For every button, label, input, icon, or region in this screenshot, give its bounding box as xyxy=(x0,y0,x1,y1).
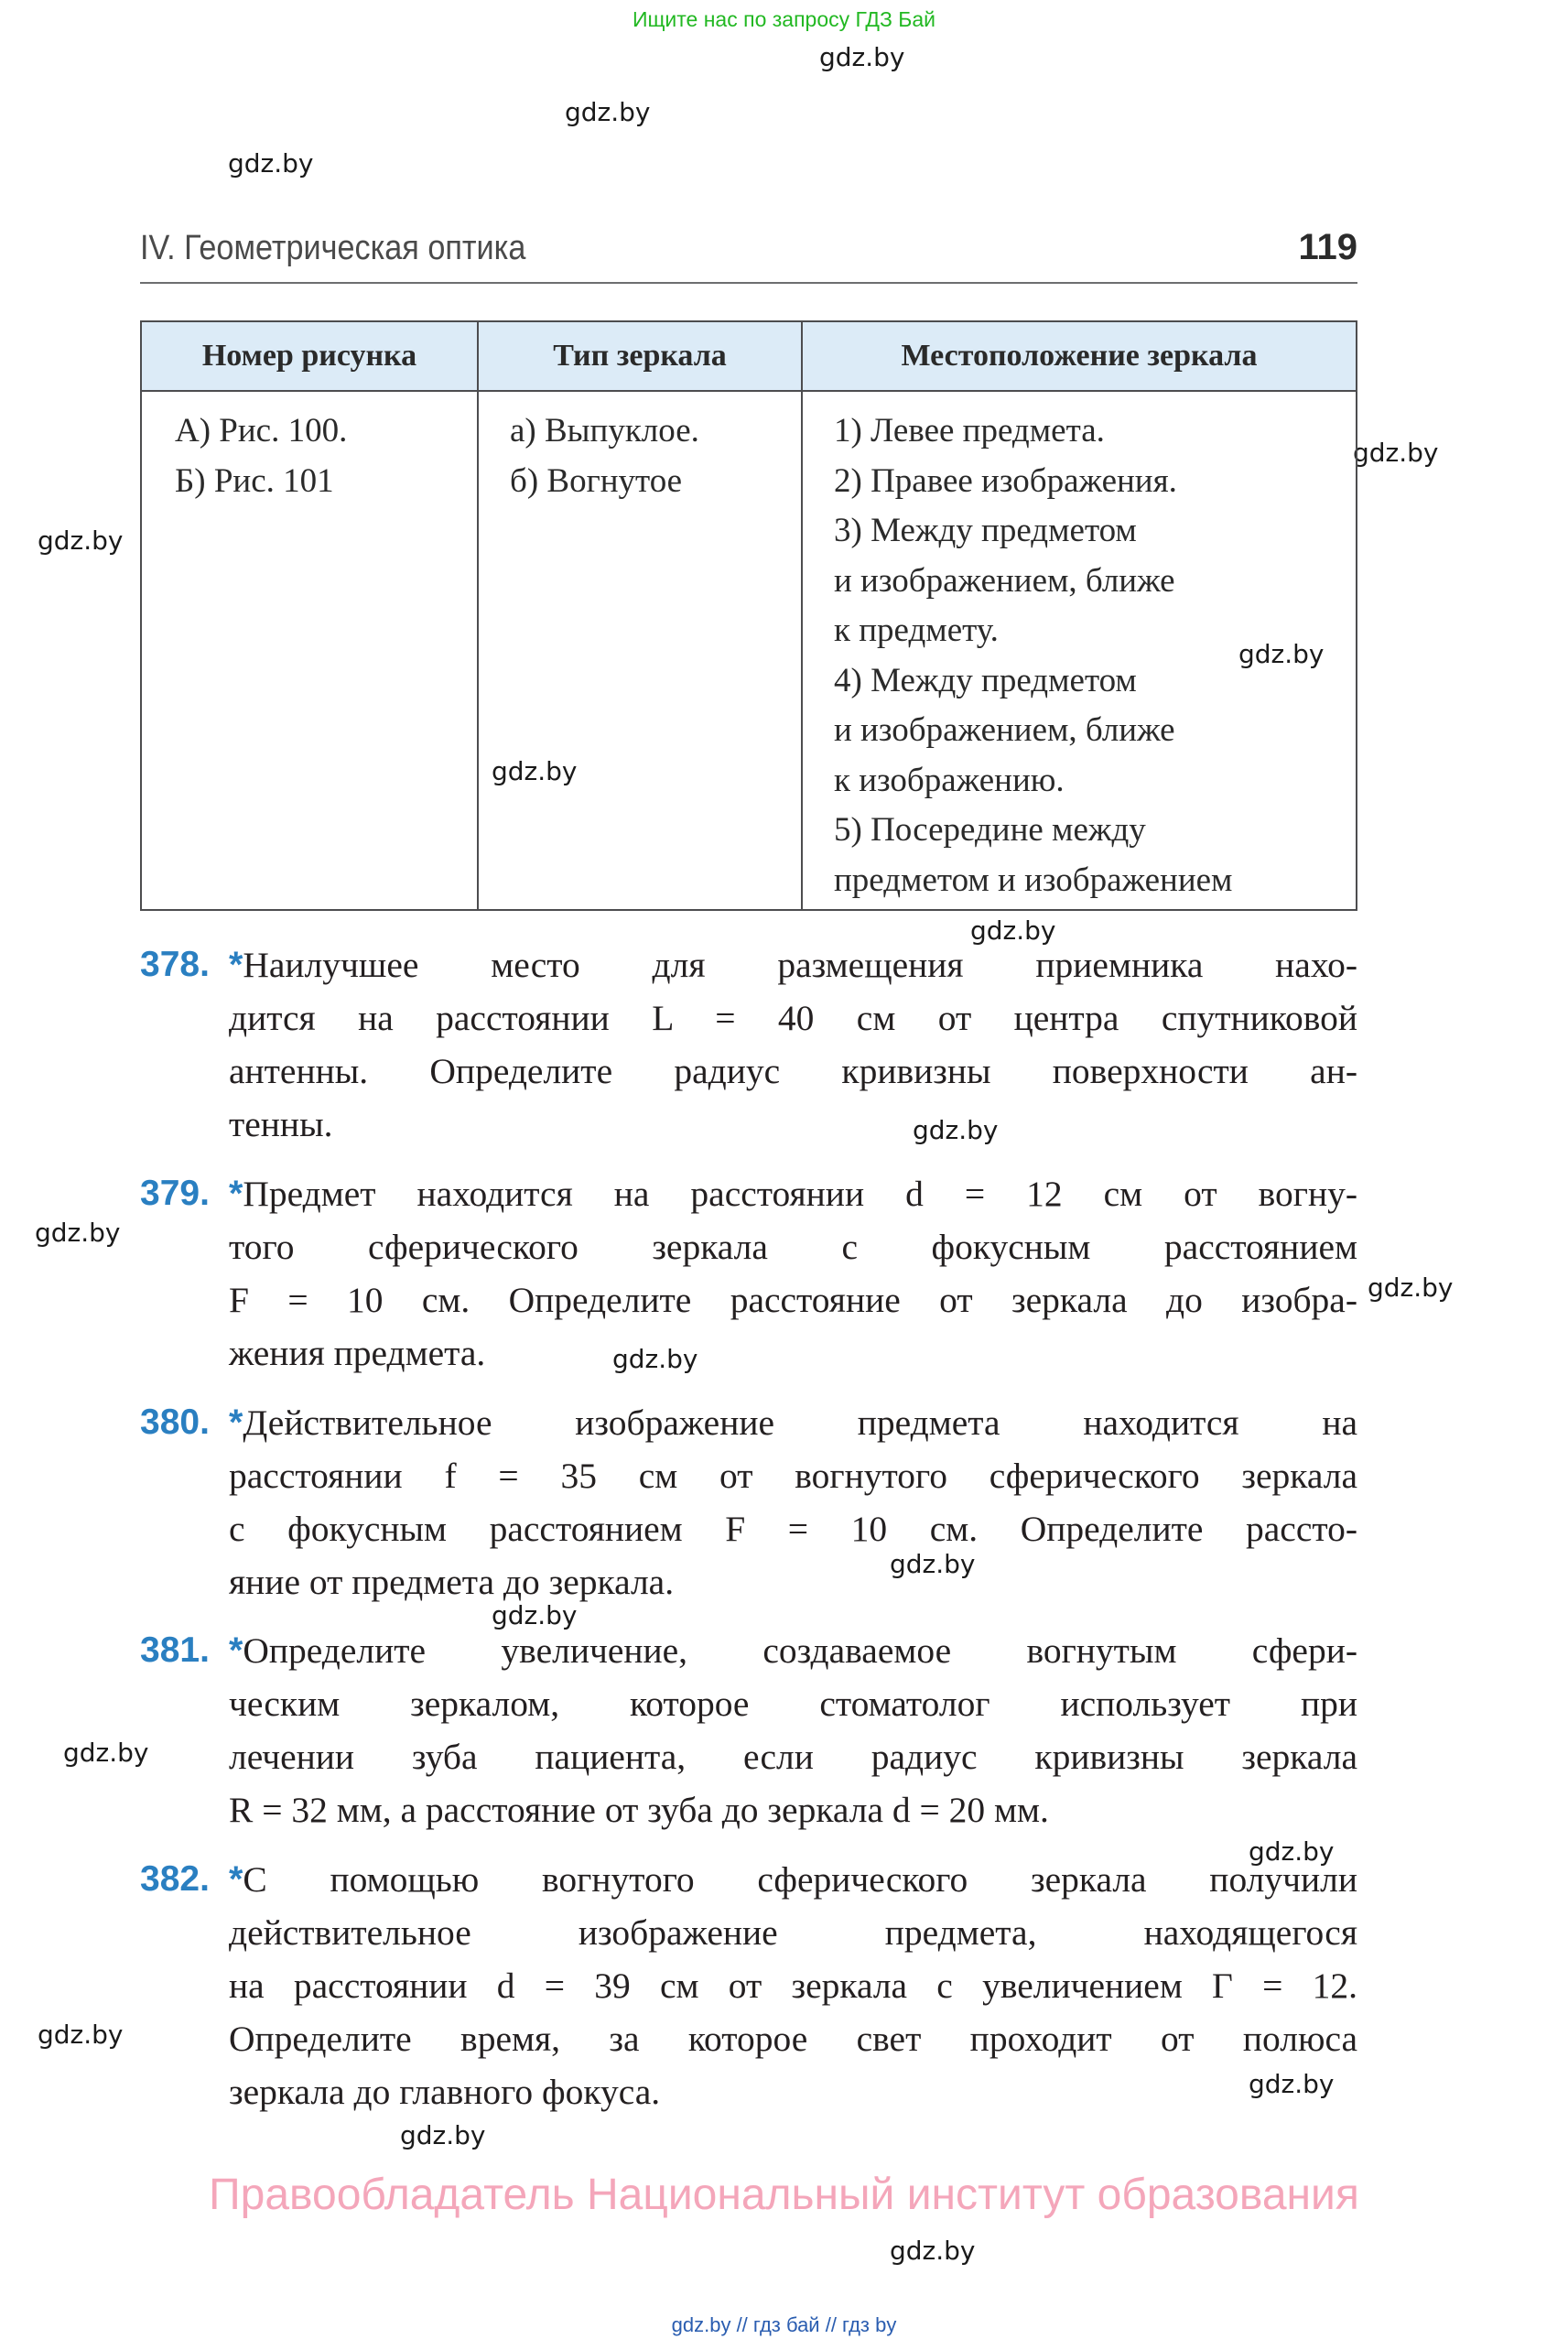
watermark: gdz.by xyxy=(1238,639,1325,669)
problem-number: 382. xyxy=(140,1859,210,1899)
copyright-notice: Правообладатель Национальный институт образования xyxy=(209,2171,1359,2219)
problem-line: дится на расстоянии L = 40 см от центра спутниковой xyxy=(229,998,1357,1038)
matching-table xyxy=(140,320,1357,911)
table-header-mirror-location: Местоположение зеркала xyxy=(901,339,1258,373)
column-divider xyxy=(801,322,803,909)
table-cell-line: Б) Рис. 101 xyxy=(175,461,334,500)
problem-line: Определите время, за которое свет проходит от полюса xyxy=(229,2019,1357,2059)
watermark: gdz.by xyxy=(492,756,578,786)
table-cell-line: к предмету. xyxy=(834,612,999,649)
difficulty-star: * xyxy=(229,1859,243,1900)
watermark: gdz.by xyxy=(400,2120,486,2150)
watermark: gdz.by xyxy=(1353,438,1439,468)
problem-line: антенны. Определите радиус кривизны поверхности ан- xyxy=(229,1051,1357,1091)
problem-number: 380. xyxy=(140,1402,210,1442)
problem-line: ческим зеркалом, которое стоматолог использует при xyxy=(229,1684,1357,1724)
table-cell-line: 2) Правее изображения. xyxy=(834,461,1177,500)
difficulty-star: * xyxy=(229,1630,243,1671)
problem-line: жения предмета. xyxy=(229,1333,486,1373)
footer-links[interactable]: gdz.by // гдз бай // гдз by xyxy=(671,2313,897,2336)
watermark: gdz.by xyxy=(228,148,314,179)
table-cell-line: 4) Между предметом xyxy=(834,661,1137,699)
problem-number: 379. xyxy=(140,1174,210,1213)
watermark: gdz.by xyxy=(38,525,124,556)
difficulty-star: * xyxy=(229,1402,243,1443)
problem-text xyxy=(229,1396,1357,1608)
problem-line: R = 32 мм, а расстояние от зуба до зеркала d = 20 мм. xyxy=(229,1790,1049,1830)
table-cell-line: и изображением, ближе xyxy=(834,711,1175,749)
problem-text xyxy=(229,1624,1357,1836)
table-cell-mirror-locations xyxy=(834,406,1232,905)
difficulty-star: * xyxy=(229,945,243,985)
problem-line: Действительное изображение предмета находится на xyxy=(243,1402,1357,1443)
problem-number: 378. xyxy=(140,945,210,984)
watermark: gdz.by xyxy=(492,1600,578,1630)
table-cell-line: к изображению. xyxy=(834,761,1065,799)
problem-line: Определите увеличение, создаваемое вогнутым сфери- xyxy=(243,1630,1357,1671)
problem-line: тенны. xyxy=(229,1104,333,1144)
page-header xyxy=(140,227,1357,284)
watermark: gdz.by xyxy=(970,915,1056,946)
table-cell-line: 1) Левее предмета. xyxy=(834,412,1105,449)
problem-line: того сферического зеркала с фокусным расстоянием xyxy=(229,1227,1357,1267)
watermark: gdz.by xyxy=(819,42,905,72)
table-cell-figures xyxy=(175,406,347,506)
chapter-title: IV. Геометрическая оптика xyxy=(140,229,526,267)
watermark: gdz.by xyxy=(63,1738,149,1768)
problem-line: на расстоянии d = 39 см от зеркала с увеличением Г = 12. xyxy=(229,1966,1357,2006)
table-cell-line: 3) Между предметом xyxy=(834,512,1137,549)
table-cell-line: а) Выпуклое. xyxy=(510,412,699,449)
watermark: gdz.by xyxy=(1249,2069,1335,2099)
problem-text xyxy=(229,1167,1357,1380)
table-cell-line: и изображением, ближе xyxy=(834,561,1175,600)
watermark: gdz.by xyxy=(565,97,651,127)
page-number: 119 xyxy=(1298,227,1357,267)
problem-line: яние от предмета до зеркала. xyxy=(229,1562,675,1602)
watermark: gdz.by xyxy=(913,1115,999,1145)
table-cell-line: предметом и изображением xyxy=(834,861,1233,899)
problem-text xyxy=(229,938,1357,1151)
problem-line: зеркала до главного фокуса. xyxy=(229,2072,661,2112)
table-header-figure: Номер рисунка xyxy=(201,339,417,373)
top-search-banner: Ищите нас по запросу ГДЗ Бай xyxy=(632,7,936,31)
watermark: gdz.by xyxy=(38,2020,124,2050)
watermark: gdz.by xyxy=(890,2236,976,2266)
table-cell-line: б) Вогнутое xyxy=(510,461,683,500)
table-header-mirror-type: Тип зеркала xyxy=(553,339,727,373)
problem-line: расстоянии f = 35 см от вогнутого сферического зеркала xyxy=(229,1456,1357,1496)
problem-line: С помощью вогнутого сферического зеркала получили xyxy=(243,1859,1357,1900)
table-cell-line: А) Рис. 100. xyxy=(175,412,348,449)
watermark: gdz.by xyxy=(612,1344,698,1374)
table-cell-mirror-types xyxy=(510,406,699,506)
problem-number: 381. xyxy=(140,1630,210,1670)
column-divider xyxy=(477,322,479,909)
problem-line: Предмет находится на расстоянии d = 12 см от вогну- xyxy=(243,1174,1357,1214)
problem-line: Наилучшее место для размещения приемника нахо- xyxy=(243,945,1357,985)
problem-line: действительное изображение предмета, находящегося xyxy=(229,1912,1357,1953)
watermark: gdz.by xyxy=(35,1218,121,1248)
problem-text xyxy=(229,1853,1357,2118)
difficulty-star: * xyxy=(229,1174,243,1214)
watermark: gdz.by xyxy=(1368,1272,1454,1303)
watermark: gdz.by xyxy=(1249,1836,1335,1867)
problem-line: F = 10 см. Определите расстояние от зеркала до изобра- xyxy=(229,1280,1357,1320)
problem-line: лечении зуба пациента, если радиус кривизны зеркала xyxy=(229,1737,1357,1777)
table-cell-line: 5) Посередине между xyxy=(834,811,1146,849)
watermark: gdz.by xyxy=(890,1549,976,1579)
problem-line: с фокусным расстоянием F = 10 см. Определите рассто- xyxy=(229,1509,1357,1549)
